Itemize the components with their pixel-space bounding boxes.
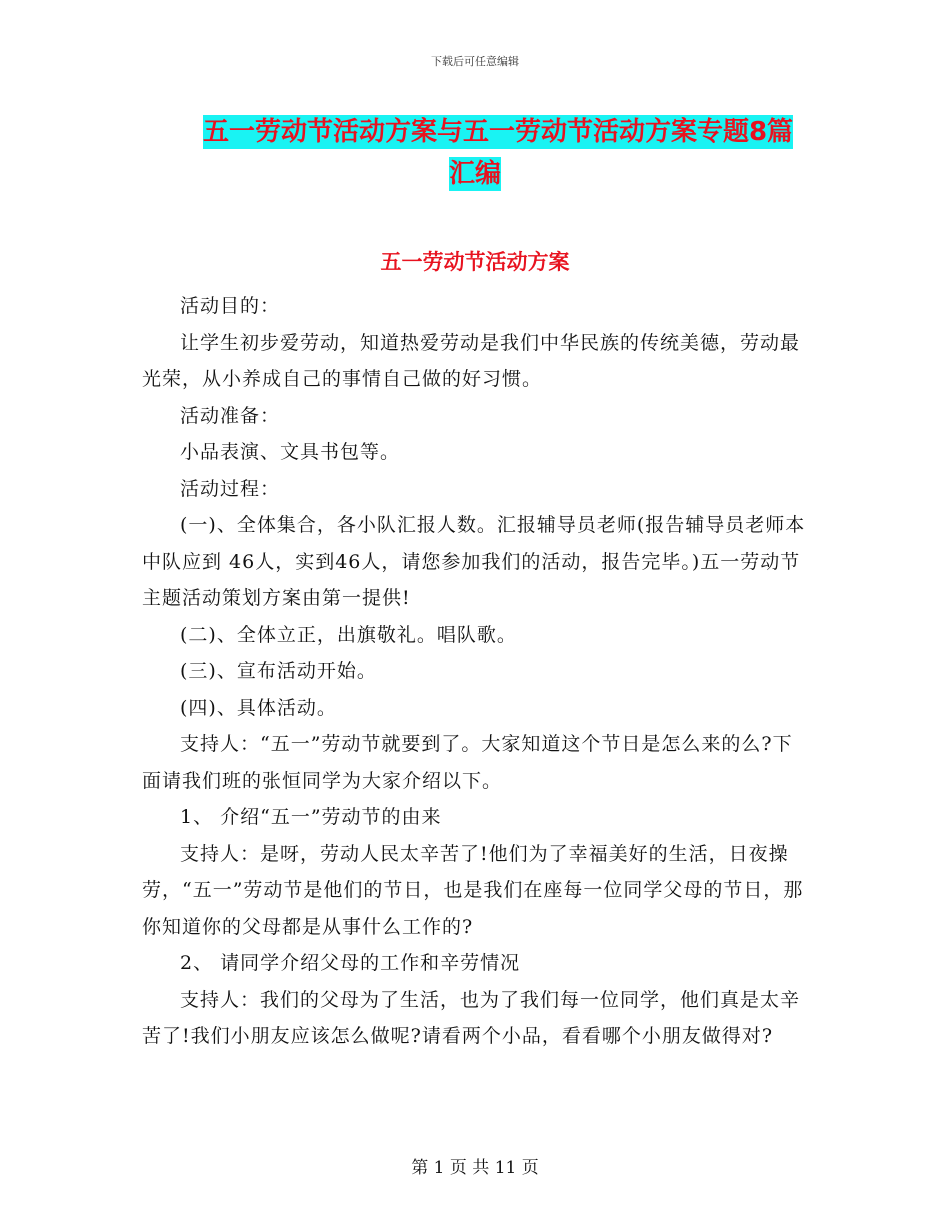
header-note: 下载后可任意编辑 — [431, 55, 519, 68]
paragraph: (四)、具体活动。 — [180, 696, 337, 719]
document-body — [142, 288, 807, 1055]
document-title-text-1: 五一劳动节活动方案与五一劳动节活动方案专题8篇 — [202, 117, 794, 147]
document-title-line-2 — [0, 152, 950, 196]
paragraph: 小品表演、文具书包等。 — [180, 441, 401, 463]
paragraph: 支持人：我们的父母为了生活，也为了我们每一位同学，他们真是太辛苦了!我们小朋友应该怎么做呢?请看两个小品，看看哪个小朋友做得对? — [142, 988, 801, 1047]
paragraph: 支持人：是呀，劳动人民太辛苦了!他们为了幸福美好的生活，日夜操劳，“五一”劳动节是他们的节日，也是我们在座每一位同学父母的节日，那你知道你的父母都是从事什么工作的? — [142, 842, 804, 938]
paragraph: 让学生初步爱劳动，知道热爱劳动是我们中华民族的传统美德，劳动最光荣，从小养成自己的事情自己做的好习惯。 — [142, 331, 801, 390]
paragraph: 1、 介绍“五一”劳动节的由来 — [180, 806, 442, 828]
paragraph: 2、 请同学介绍父母的工作和辛劳情况 — [180, 952, 521, 974]
section-title: 五一劳动节活动方案 — [380, 250, 570, 274]
paragraph: (一)、全体集合，各小队汇报人数。汇报辅导员老师(报告辅导员老师本中队应到 46人，实到46人，请您参加我们的活动，报告完毕。)五一劳动节主题活动策划方案由第一提供! — [142, 514, 806, 609]
paragraph: 活动过程： — [180, 477, 281, 500]
document-title-text-2: 汇编 — [448, 159, 501, 189]
paragraph: 活动目的： — [180, 295, 281, 317]
paragraph: (二)、全体立正，出旗敬礼。唱队歌。 — [180, 623, 517, 646]
paragraph: 支持人：“五一”劳动节就要到了。大家知道这个节日是怎么来的么?下面请我们班的张恒同学为大家介绍以下。 — [142, 733, 793, 792]
paragraph: (三)、宣布活动开始。 — [180, 660, 377, 682]
document-title-line-1 — [0, 110, 950, 154]
page-number-footer: 第 1 页 共 11 页 — [411, 1158, 539, 1178]
paragraph: 活动准备： — [180, 404, 281, 427]
